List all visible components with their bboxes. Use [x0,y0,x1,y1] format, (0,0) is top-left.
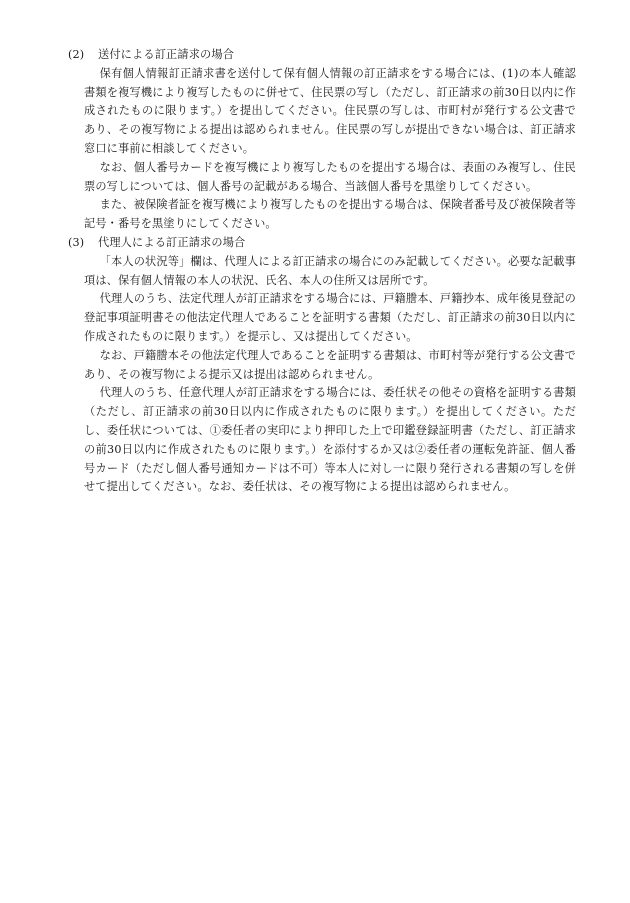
section-heading [68,234,576,253]
section-body [68,65,576,234]
section-mail-request [68,46,576,234]
paragraph: 保有個人情報訂正請求書を送付して保有個人情報の訂正請求をする場合には、(1)の本人確認書類を複写機により複写したものに併せて、住民票の写し（ただし、訂正請求の前30日以内に作成されたものに限ります。）を提出してください。住民票の写しは、市町村が発行する公文書であり、その複写物による提出は認められません。住民票の写しが提出できない場合は、訂正請求窓口に事前に相談してください。 [84,66,576,155]
section-heading [68,46,576,65]
paragraph: 「本人の状況等」欄は、代理人による訂正請求の場合にのみ記載してください。必要な記載事項は、保有個人情報の本人の状況、氏名、本人の住所又は居所です。 [84,254,576,287]
section-title: 送付による訂正請求の場合 [98,48,235,61]
paragraph: なお、戸籍謄本その他法定代理人であることを証明する書類は、市町村等が発行する公文書であり、その複写物による提示又は提出は認められません。 [84,348,576,381]
paragraph: 代理人のうち、法定代理人が訂正請求をする場合には、戸籍謄本、戸籍抄本、成年後見登記の登記事項証明書その他法定代理人であることを証明する書類（ただし、訂正請求の前30日以内に作成されたものに限ります。）を提示し、又は提出してください。 [84,292,576,343]
section-number: (3) [68,235,85,249]
paragraph: 代理人のうち、任意代理人が訂正請求をする場合には、委任状その他その資格を証明する書類（ただし、訂正請求の前30日以内に作成されたものに限ります。）を提出してください。ただし、委任状については、①委任者の実印により押印した上で印鑑登録証明書（ただし、訂正請求の前30日以内に作成されたものに限ります。）を添付するか又は②委任者の運転免許証、個人番号カード（ただし個人番号通知カードは不可）等本人に対し一に限り発行される書類の写しを併せて提出してください。なお、委任状は、その複写物による提出は認められません。 [84,386,576,494]
paragraph: また、被保険者証を複写機により複写したものを提出する場合は、保険者番号及び被保険者等記号・番号を黒塗りにしてください。 [84,198,576,231]
section-agent-request [68,234,576,497]
paragraph: なお、個人番号カードを複写機により複写したものを提出する場合は、表面のみ複写し、住民票の写しについては、個人番号の記載がある場合、当該個人番号を黒塗りしてください。 [84,160,576,193]
section-body [68,253,576,497]
document-page [68,46,576,497]
section-number: (2) [68,48,85,61]
section-title: 代理人による訂正請求の場合 [98,235,246,249]
